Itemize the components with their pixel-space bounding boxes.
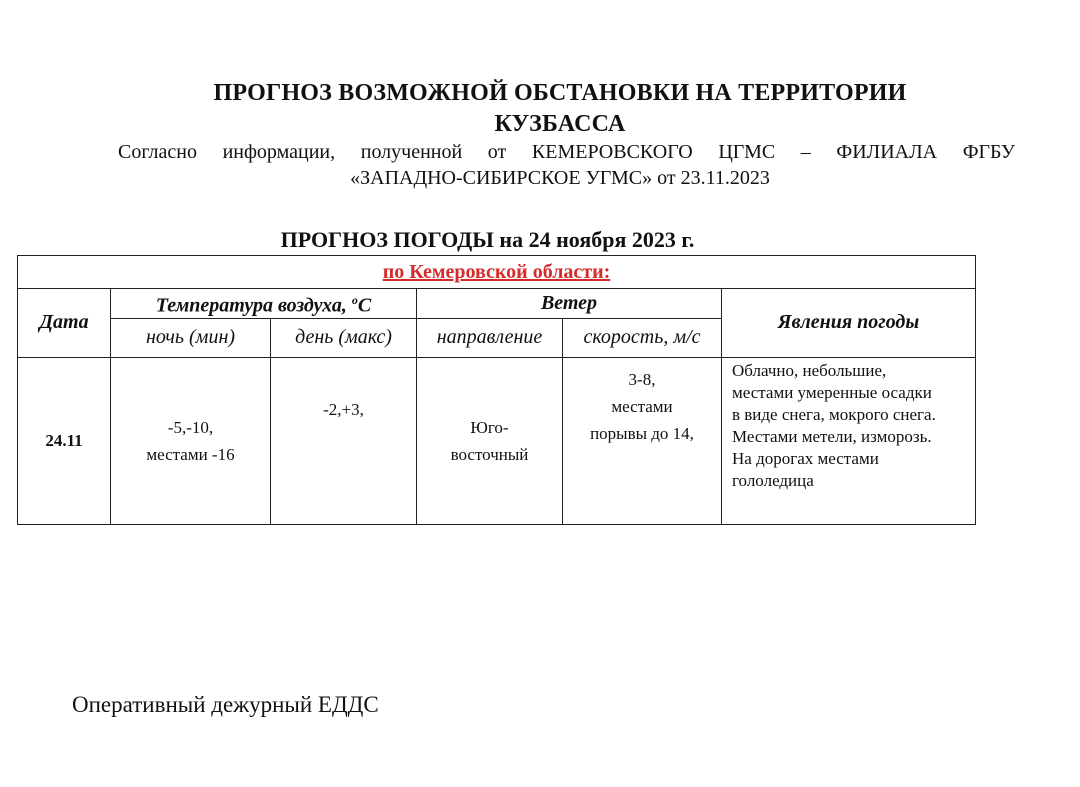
forecast-title: ПРОГНОЗ ПОГОДЫ на 24 ноября 2023 г. <box>280 227 695 252</box>
wind-speed-line-1: 3-8, <box>628 369 656 389</box>
day-max-header: день (макс) <box>271 318 417 357</box>
source-info-line-1: Согласно информации, полученной от КЕМЕРОВСКОГО ЦГМС – ФИЛИАЛА ФГБУ <box>118 141 1015 163</box>
phenomena-line: в виде снега, мокрого снега. <box>732 404 936 424</box>
night-temp-line-1: -5,-10, <box>167 417 214 437</box>
wind-header: Ветер <box>417 289 722 319</box>
phenomena-line: Облачно, небольшие, <box>732 360 887 380</box>
page-title-line-2: КУЗБАССА <box>494 111 626 137</box>
phenomena-line: местами умеренные осадки <box>732 382 932 402</box>
region-header: по Кемеровской области: <box>18 256 976 289</box>
wind-direction-line-2: восточный <box>450 444 529 464</box>
wind-direction-cell <box>417 357 563 524</box>
wind-speed-header: скорость, м/с <box>563 318 722 357</box>
phenomena-line: гололедица <box>732 470 814 490</box>
weather-phenomena-cell <box>722 357 976 524</box>
wind-speed-line-2: местами <box>611 396 673 416</box>
wind-direction-line-1: Юго- <box>470 417 509 437</box>
date-header: Дата <box>18 289 111 358</box>
degree-mark: о <box>351 293 358 307</box>
date-cell: 24.11 <box>18 357 111 524</box>
day-temp-value: -2,+3, <box>323 399 364 419</box>
phenomena-line: На дорогах местами <box>732 448 879 468</box>
wind-direction-header: направление <box>417 318 563 357</box>
night-temp-cell <box>111 357 271 524</box>
phenomena-line: Местами метели, изморозь. <box>732 426 932 446</box>
wind-speed-cell <box>563 357 722 524</box>
temperature-header <box>111 289 417 319</box>
day-temp-cell <box>271 357 417 524</box>
page-title-line-1: ПРОГНОЗ ВОЗМОЖНОЙ ОБСТАНОВКИ НА ТЕРРИТОРИИ <box>213 80 907 106</box>
wind-speed-line-3: порывы до 14, <box>590 423 694 443</box>
weather-forecast-table <box>17 255 976 525</box>
celsius-mark: С <box>357 294 372 317</box>
table-row <box>18 357 976 524</box>
duty-officer-label: Оперативный дежурный ЕДДС <box>72 692 379 717</box>
page-title <box>110 78 1010 140</box>
night-temp-line-2: местами -16 <box>146 444 235 464</box>
night-min-header: ночь (мин) <box>111 318 271 357</box>
temperature-header-label: Температура воздуха, <box>155 294 352 317</box>
phenomena-header: Явления погоды <box>722 289 976 358</box>
source-info-line-2: «ЗАПАДНО-СИБИРСКОЕ УГМС» от 23.11.2023 <box>350 167 770 189</box>
